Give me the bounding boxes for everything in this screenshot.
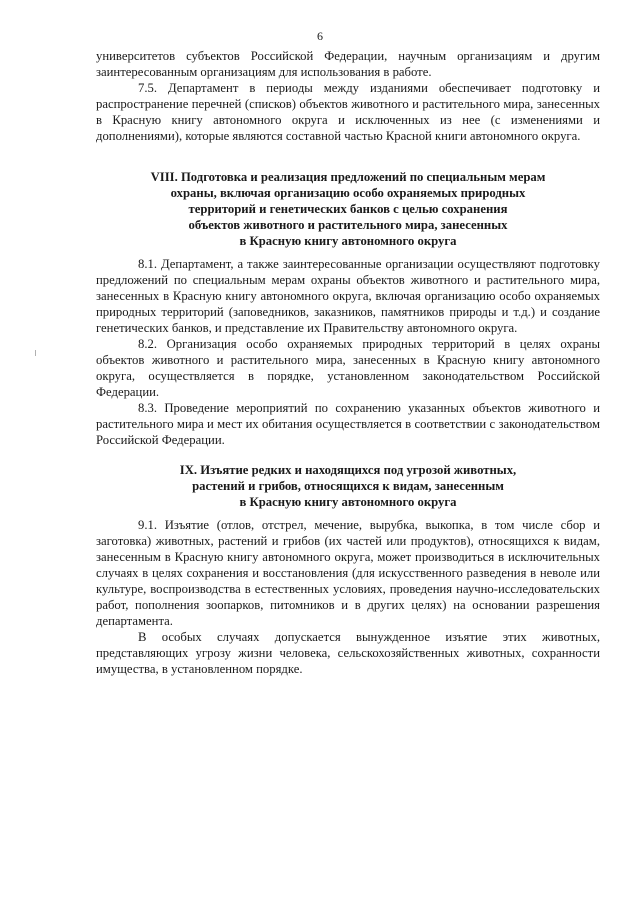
- paragraph-8-1: 8.1. Департамент, а также заинтересованные организации осуществляют подготовку предложений по специальным мерам охраны объектов животного и растительного мира, занесенных в Красную книгу автономного округа, включая организацию особо охраняемых природных территорий (заповедников, заказников, памятников природы и т.д.) и создание генетических банков, и представление их Правительству автономного округа.: [96, 257, 600, 335]
- section-7-continuation: [96, 48, 600, 144]
- section-9-body: [96, 517, 600, 677]
- heading-line: в Красную книгу автономного округа: [239, 234, 457, 248]
- section-8-body: [96, 256, 600, 448]
- page-number: 6: [317, 29, 323, 43]
- paragraph-continuation: университетов субъектов Российской Федерации, научным организациям и другим заинтересованным организациям для использования в работе.: [96, 49, 600, 79]
- section-9-heading: [96, 462, 600, 510]
- margin-mark: [35, 350, 36, 356]
- paragraph-9-2: В особых случаях допускается вынужденное изъятие этих животных, представляющих угрозу жизни человека, сельскохозяйственных животных, сохранности имущества, в установленном порядке.: [96, 630, 600, 676]
- heading-line: территорий и генетических банков с целью сохранения: [188, 202, 508, 216]
- paragraph-8-3: 8.3. Проведение мероприятий по сохранению указанных объектов животного и растительного мира и мест их обитания осуществляется в соответствии с законодательством Российской Федерации.: [96, 401, 600, 447]
- heading-line: объектов животного и растительного мира, занесенных: [188, 218, 508, 232]
- paragraph-9-1: 9.1. Изъятие (отлов, отстрел, мечение, вырубка, выкопка, в том числе сбор и заготовка) животных, растений и грибов (их частей или продуктов), относящихся к видам, занесенным в Красную книгу автономного округа, может производиться в исключительных случаях в целях сохранения и восстановления (для искусственного разведения в неволе или культуре, воспроизводства в естественных условиях, проведения научно-исследовательских работ, пополнения зоопарков, питомников и в других целях) на основании разрешения департамента.: [96, 518, 600, 628]
- heading-line: VIII. Подготовка и реализация предложений по специальным мерам: [150, 170, 546, 184]
- paragraph-7-5: 7.5. Департамент в периоды между изданиями обеспечивает подготовку и распространение перечней (списков) объектов животного и растительного мира, занесенных в Красную книгу автономного округа и исключенных из нее (с изменениями и дополнениями), которые являются составной частью Красной книги автономного округа.: [96, 81, 600, 143]
- section-8-heading: [96, 169, 600, 249]
- heading-line: растений и грибов, относящихся к видам, занесенным: [192, 479, 504, 493]
- heading-line: охраны, включая организацию особо охраняемых природных: [170, 186, 526, 200]
- heading-line: в Красную книгу автономного округа: [239, 495, 457, 509]
- heading-line: IX. Изъятие редких и находящихся под угрозой животных,: [179, 463, 517, 477]
- paragraph-8-2: 8.2. Организация особо охраняемых природных территорий в целях охраны объектов животного и растительного мира, занесенных в Красную книгу автономного округа, осуществляется в порядке, установленном законодательством Российской Федерации.: [96, 337, 600, 399]
